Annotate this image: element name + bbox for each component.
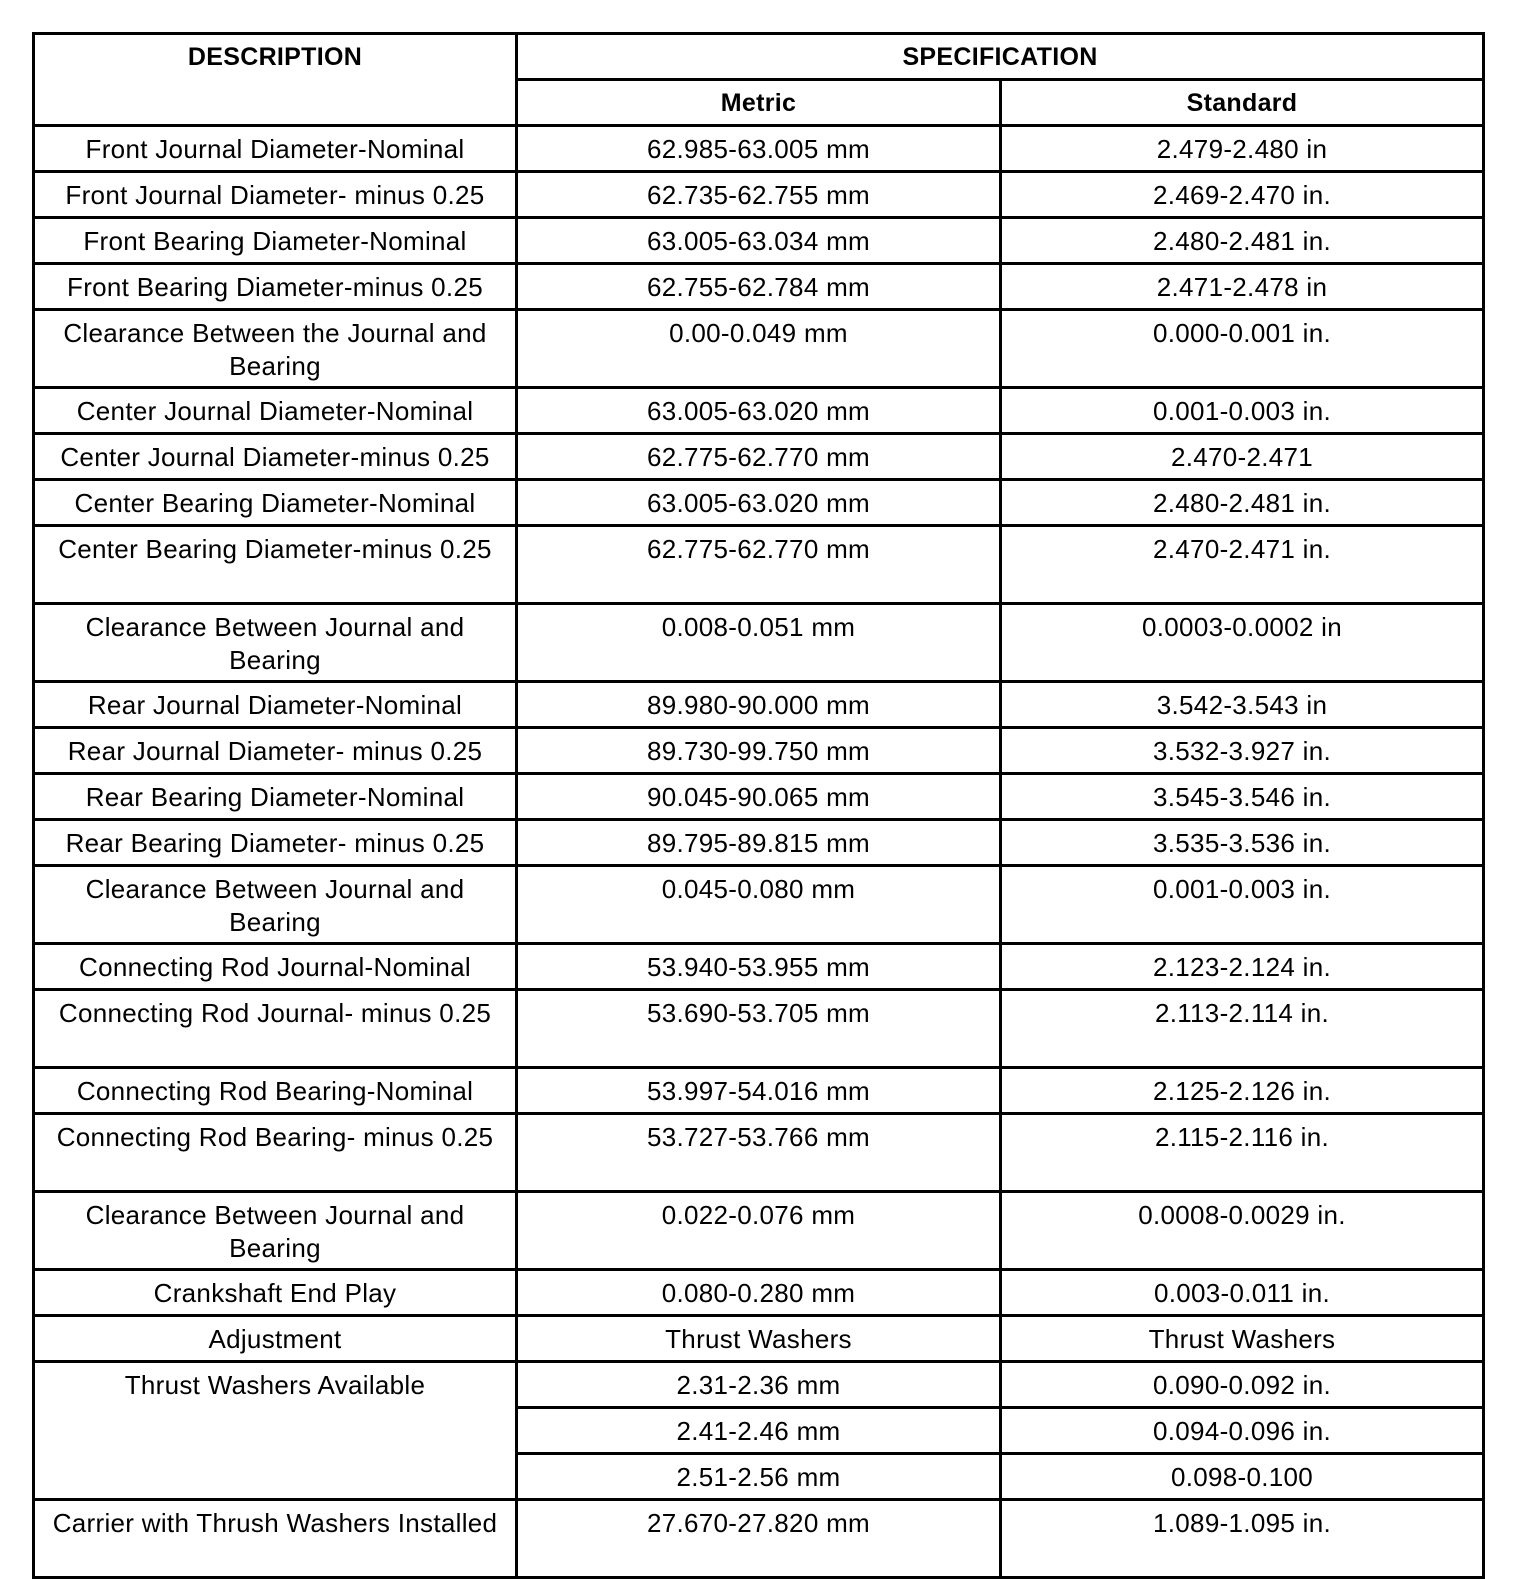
metric-cell: 2.31-2.36 mm <box>517 1362 1001 1408</box>
description-cell: Front Journal Diameter-Nominal <box>34 126 517 172</box>
description-cell: Connecting Rod Journal- minus 0.25 <box>34 990 517 1068</box>
description-cell: Adjustment <box>34 1316 517 1362</box>
standard-cell: 0.003-0.011 in. <box>1001 1270 1484 1316</box>
description-cell: Rear Journal Diameter- minus 0.25 <box>34 728 517 774</box>
metric-cell: 63.005-63.020 mm <box>517 480 1001 526</box>
standard-cell: 3.535-3.536 in. <box>1001 820 1484 866</box>
metric-cell: 62.755-62.784 mm <box>517 264 1001 310</box>
metric-cell: 90.045-90.065 mm <box>517 774 1001 820</box>
metric-cell: 62.985-63.005 mm <box>517 126 1001 172</box>
standard-cell: 1.089-1.095 in. <box>1001 1500 1484 1578</box>
standard-cell: 2.480-2.481 in. <box>1001 480 1484 526</box>
table-row <box>34 264 1484 310</box>
metric-cell: 53.940-53.955 mm <box>517 944 1001 990</box>
description-cell: Center Bearing Diameter-minus 0.25 <box>34 526 517 604</box>
metric-cell: 63.005-63.020 mm <box>517 388 1001 434</box>
standard-cell: 2.471-2.478 in <box>1001 264 1484 310</box>
metric-cell: 0.022-0.076 mm <box>517 1192 1001 1270</box>
table-row <box>34 218 1484 264</box>
table-row <box>34 944 1484 990</box>
standard-cell: 2.125-2.126 in. <box>1001 1068 1484 1114</box>
metric-cell: 2.51-2.56 mm <box>517 1454 1001 1500</box>
standard-cell: 2.480-2.481 in. <box>1001 218 1484 264</box>
standard-cell: 3.532-3.927 in. <box>1001 728 1484 774</box>
standard-cell: 3.545-3.546 in. <box>1001 774 1484 820</box>
description-cell: Connecting Rod Bearing-Nominal <box>34 1068 517 1114</box>
standard-cell: 2.470-2.471 in. <box>1001 526 1484 604</box>
standard-cell: 0.094-0.096 in. <box>1001 1408 1484 1454</box>
description-cell: Connecting Rod Journal-Nominal <box>34 944 517 990</box>
standard-cell: 3.542-3.543 in <box>1001 682 1484 728</box>
table-row <box>34 480 1484 526</box>
standard-cell: 0.0003-0.0002 in <box>1001 604 1484 682</box>
metric-cell: 0.045-0.080 mm <box>517 866 1001 944</box>
description-cell: Rear Bearing Diameter- minus 0.25 <box>34 820 517 866</box>
description-cell: Center Bearing Diameter-Nominal <box>34 480 517 526</box>
specification-table <box>32 32 1485 1579</box>
description-cell: Clearance Between Journal and Bearing <box>34 604 517 682</box>
description-cell: Front Bearing Diameter-Nominal <box>34 218 517 264</box>
metric-cell: 0.008-0.051 mm <box>517 604 1001 682</box>
table-row <box>34 172 1484 218</box>
table-row <box>34 434 1484 480</box>
metric-cell: 27.670-27.820 mm <box>517 1500 1001 1578</box>
table-row <box>34 126 1484 172</box>
metric-cell: Thrust Washers <box>517 1316 1001 1362</box>
metric-cell: 53.727-53.766 mm <box>517 1114 1001 1192</box>
table-row <box>34 774 1484 820</box>
description-cell: Rear Bearing Diameter-Nominal <box>34 774 517 820</box>
standard-cell: 2.123-2.124 in. <box>1001 944 1484 990</box>
standard-cell: 0.098-0.100 <box>1001 1454 1484 1500</box>
table-row <box>34 866 1484 944</box>
metric-cell: 62.775-62.770 mm <box>517 526 1001 604</box>
metric-cell: 0.080-0.280 mm <box>517 1270 1001 1316</box>
table-row <box>34 1362 1484 1408</box>
metric-cell: 0.00-0.049 mm <box>517 310 1001 388</box>
metric-cell: 62.735-62.755 mm <box>517 172 1001 218</box>
table-row <box>34 604 1484 682</box>
metric-cell: 53.997-54.016 mm <box>517 1068 1001 1114</box>
description-cell: Front Bearing Diameter-minus 0.25 <box>34 264 517 310</box>
description-cell: Clearance Between Journal and Bearing <box>34 1192 517 1270</box>
table-row <box>34 1316 1484 1362</box>
metric-cell: 63.005-63.034 mm <box>517 218 1001 264</box>
metric-cell: 89.730-99.750 mm <box>517 728 1001 774</box>
metric-cell: 89.795-89.815 mm <box>517 820 1001 866</box>
description-cell: Center Journal Diameter-minus 0.25 <box>34 434 517 480</box>
description-cell: Center Journal Diameter-Nominal <box>34 388 517 434</box>
description-cell: Crankshaft End Play <box>34 1270 517 1316</box>
metric-header: Metric <box>517 80 1001 126</box>
table-row <box>34 1500 1484 1578</box>
metric-cell: 53.690-53.705 mm <box>517 990 1001 1068</box>
specification-header: SPECIFICATION <box>517 34 1484 80</box>
table-row <box>34 990 1484 1068</box>
description-cell: Rear Journal Diameter-Nominal <box>34 682 517 728</box>
standard-cell: 2.115-2.116 in. <box>1001 1114 1484 1192</box>
standard-cell: 2.470-2.471 <box>1001 434 1484 480</box>
standard-cell: 0.001-0.003 in. <box>1001 388 1484 434</box>
standard-cell: 0.0008-0.0029 in. <box>1001 1192 1484 1270</box>
table-row <box>34 388 1484 434</box>
description-cell: Clearance Between Journal and Bearing <box>34 866 517 944</box>
description-cell: Clearance Between the Journal and Bearing <box>34 310 517 388</box>
description-cell: Carrier with Thrush Washers Installed <box>34 1500 517 1578</box>
standard-cell: 2.469-2.470 in. <box>1001 172 1484 218</box>
metric-cell: 2.41-2.46 mm <box>517 1408 1001 1454</box>
table-row <box>34 310 1484 388</box>
standard-header: Standard <box>1001 80 1484 126</box>
description-header: DESCRIPTION <box>34 34 517 126</box>
table-row <box>34 1068 1484 1114</box>
table-row <box>34 820 1484 866</box>
metric-cell: 89.980-90.000 mm <box>517 682 1001 728</box>
description-cell: Thrust Washers Available <box>34 1362 517 1500</box>
metric-cell: 62.775-62.770 mm <box>517 434 1001 480</box>
standard-cell: 2.113-2.114 in. <box>1001 990 1484 1068</box>
description-cell: Front Journal Diameter- minus 0.25 <box>34 172 517 218</box>
standard-cell: 0.090-0.092 in. <box>1001 1362 1484 1408</box>
standard-cell: 0.001-0.003 in. <box>1001 866 1484 944</box>
table-row <box>34 526 1484 604</box>
header-row <box>34 34 1484 80</box>
description-cell: Connecting Rod Bearing- minus 0.25 <box>34 1114 517 1192</box>
table-row <box>34 1270 1484 1316</box>
standard-cell: 0.000-0.001 in. <box>1001 310 1484 388</box>
table-row <box>34 1192 1484 1270</box>
table-row <box>34 728 1484 774</box>
standard-cell: 2.479-2.480 in <box>1001 126 1484 172</box>
table-row <box>34 682 1484 728</box>
standard-cell: Thrust Washers <box>1001 1316 1484 1362</box>
table-row <box>34 1114 1484 1192</box>
